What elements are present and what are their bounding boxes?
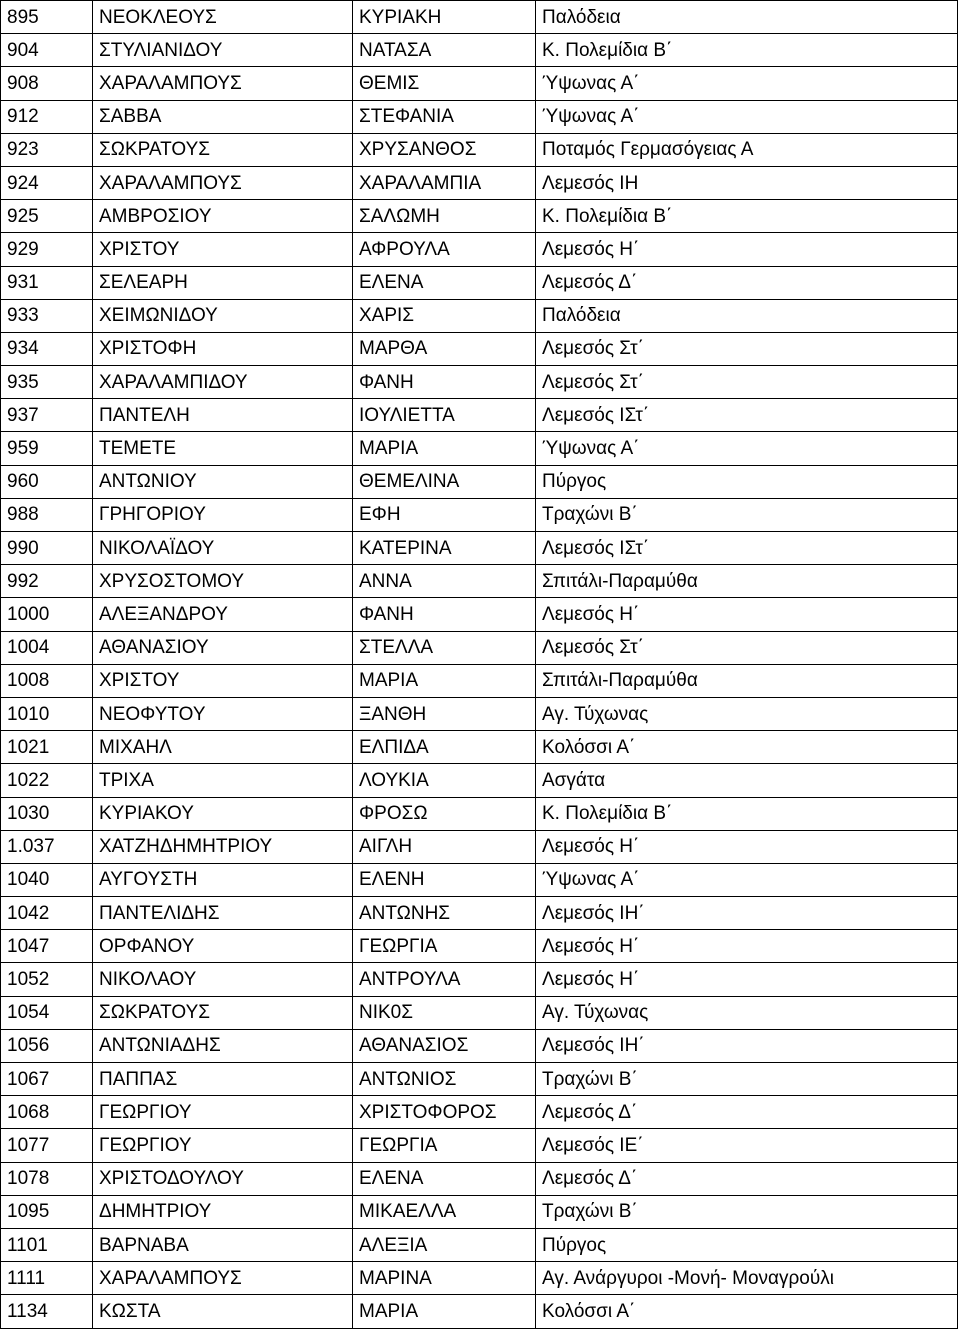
record-number-cell: 990 <box>1 532 93 565</box>
first-name-cell: ΑΝΝΑ <box>353 565 536 598</box>
record-number-cell: 1.037 <box>1 830 93 863</box>
table-row <box>1 1 958 34</box>
table-row <box>1 67 958 100</box>
first-name-cell: ΞΑΝΘΗ <box>353 697 536 730</box>
first-name-cell: ΕΛΕΝΑ <box>353 266 536 299</box>
first-name-cell: ΑΙΓΛΗ <box>353 830 536 863</box>
area-cell: Λεμεσός ΙΕ΄ <box>536 1129 958 1162</box>
table-row <box>1 565 958 598</box>
record-number-cell: 1056 <box>1 1029 93 1062</box>
area-cell: Λεμεσός Δ΄ <box>536 1096 958 1129</box>
table-row <box>1 697 958 730</box>
area-cell: Σπιτάλι-Παραμύθα <box>536 664 958 697</box>
first-name-cell: ΑΝΤΩΝΙΟΣ <box>353 1063 536 1096</box>
surname-cell: ΚΥΡΙΑΚΟΥ <box>93 797 353 830</box>
first-name-cell: ΧΡΙΣΤΟΦΟΡΟΣ <box>353 1096 536 1129</box>
record-number-cell: 1022 <box>1 764 93 797</box>
table-row <box>1 897 958 930</box>
surname-cell: ΣΑΒΒΑ <box>93 100 353 133</box>
first-name-cell: ΚΥΡΙΑΚΗ <box>353 1 536 34</box>
area-cell: Ασγάτα <box>536 764 958 797</box>
first-name-cell: ΣΤΕΛΛΑ <box>353 631 536 664</box>
surname-cell: ΑΛΕΞΑΝΔΡΟΥ <box>93 598 353 631</box>
area-cell: Παλόδεια <box>536 1 958 34</box>
first-name-cell: ΕΛΕΝΗ <box>353 863 536 896</box>
table-row <box>1 1029 958 1062</box>
first-name-cell: ΧΑΡΑΛΑΜΠΙΑ <box>353 166 536 199</box>
table-row <box>1 100 958 133</box>
area-cell: Κ. Πολεμίδια Β΄ <box>536 200 958 233</box>
table-row <box>1 432 958 465</box>
surname-cell: ΧΑΤΖΗΔΗΜΗΤΡΙΟΥ <box>93 830 353 863</box>
table-row <box>1 797 958 830</box>
table-row <box>1 1262 958 1295</box>
area-cell: Λεμεσός Στ΄ <box>536 366 958 399</box>
area-cell: Λεμεσός Η΄ <box>536 598 958 631</box>
first-name-cell: ΑΦΡΟΥΛΑ <box>353 233 536 266</box>
surname-cell: ΚΩΣΤΑ <box>93 1295 353 1328</box>
area-cell: Πύργος <box>536 465 958 498</box>
area-cell: Λεμεσός ΙΣτ΄ <box>536 532 958 565</box>
first-name-cell: ΙΟΥΛΙΕΤΤΑ <box>353 399 536 432</box>
table-row <box>1 34 958 67</box>
records-table-body <box>1 1 958 1329</box>
record-number-cell: 933 <box>1 299 93 332</box>
area-cell: Λεμεσός Στ΄ <box>536 332 958 365</box>
area-cell: Κ. Πολεμίδια Β΄ <box>536 797 958 830</box>
area-cell: Ύψωνας Α΄ <box>536 432 958 465</box>
area-cell: Λεμεσός ΙΗ΄ <box>536 1029 958 1062</box>
first-name-cell: ΘΕΜΕΛΙΝΑ <box>353 465 536 498</box>
area-cell: Λεμεσός Η΄ <box>536 233 958 266</box>
record-number-cell: 1134 <box>1 1295 93 1328</box>
record-number-cell: 1040 <box>1 863 93 896</box>
surname-cell: ΧΑΡΑΛΑΜΠΟΥΣ <box>93 1262 353 1295</box>
record-number-cell: 1101 <box>1 1228 93 1261</box>
surname-cell: ΓΕΩΡΓΙΟΥ <box>93 1129 353 1162</box>
surname-cell: ΠΑΠΠΑΣ <box>93 1063 353 1096</box>
record-number-cell: 1008 <box>1 664 93 697</box>
table-row <box>1 598 958 631</box>
surname-cell: ΣΩΚΡΑΤΟΥΣ <box>93 996 353 1029</box>
first-name-cell: ΑΛΕΞΙΑ <box>353 1228 536 1261</box>
first-name-cell: ΘΕΜΙΣ <box>353 67 536 100</box>
record-number-cell: 895 <box>1 1 93 34</box>
table-row <box>1 764 958 797</box>
record-number-cell: 912 <box>1 100 93 133</box>
table-row <box>1 1096 958 1129</box>
surname-cell: ΧΑΡΑΛΑΜΠΟΥΣ <box>93 67 353 100</box>
surname-cell: ΧΕΙΜΩΝΙΔΟΥ <box>93 299 353 332</box>
table-row <box>1 1195 958 1228</box>
first-name-cell: ΜΑΡΙΑ <box>353 432 536 465</box>
surname-cell: ΜΙΧΑΗΛ <box>93 731 353 764</box>
surname-cell: ΑΝΤΩΝΙΑΔΗΣ <box>93 1029 353 1062</box>
first-name-cell: ΑΝΤΡΟΥΛΑ <box>353 963 536 996</box>
record-number-cell: 1030 <box>1 797 93 830</box>
surname-cell: ΝΙΚΟΛΑΟΥ <box>93 963 353 996</box>
table-row <box>1 200 958 233</box>
table-row <box>1 1295 958 1328</box>
area-cell: Αγ. Τύχωνας <box>536 697 958 730</box>
record-number-cell: 1004 <box>1 631 93 664</box>
table-row <box>1 731 958 764</box>
record-number-cell: 1111 <box>1 1262 93 1295</box>
first-name-cell: ΓΕΩΡΓΙΑ <box>353 930 536 963</box>
surname-cell: ΧΡΙΣΤΟΦΗ <box>93 332 353 365</box>
area-cell: Λεμεσός Η΄ <box>536 830 958 863</box>
area-cell: Λεμεσός Η΄ <box>536 963 958 996</box>
surname-cell: ΝΕΟΚΛΕΟΥΣ <box>93 1 353 34</box>
area-cell: Παλόδεια <box>536 299 958 332</box>
surname-cell: ΓΕΩΡΓΙΟΥ <box>93 1096 353 1129</box>
area-cell: Τραχώνι Β΄ <box>536 1195 958 1228</box>
first-name-cell: ΜΑΡΘΑ <box>353 332 536 365</box>
first-name-cell: ΕΦΗ <box>353 498 536 531</box>
table-row <box>1 1162 958 1195</box>
record-number-cell: 1010 <box>1 697 93 730</box>
surname-cell: ΤΡΙΧΑ <box>93 764 353 797</box>
record-number-cell: 934 <box>1 332 93 365</box>
surname-cell: ΑΘΑΝΑΣΙΟΥ <box>93 631 353 664</box>
table-row <box>1 664 958 697</box>
record-number-cell: 1095 <box>1 1195 93 1228</box>
area-cell: Λεμεσός Η΄ <box>536 930 958 963</box>
surname-cell: ΧΡΙΣΤΟΥ <box>93 233 353 266</box>
table-row <box>1 963 958 996</box>
surname-cell: ΠΑΝΤΕΛΗ <box>93 399 353 432</box>
table-row <box>1 1228 958 1261</box>
area-cell: Κολόσσι Α΄ <box>536 731 958 764</box>
record-number-cell: 988 <box>1 498 93 531</box>
surname-cell: ΑΜΒΡΟΣΙΟΥ <box>93 200 353 233</box>
first-name-cell: ΜΙΚΑΕΛΛΑ <box>353 1195 536 1228</box>
record-number-cell: 931 <box>1 266 93 299</box>
table-row <box>1 266 958 299</box>
table-row <box>1 830 958 863</box>
table-row <box>1 863 958 896</box>
record-number-cell: 1000 <box>1 598 93 631</box>
table-row <box>1 996 958 1029</box>
table-row <box>1 930 958 963</box>
surname-cell: ΧΑΡΑΛΑΜΠΙΔΟΥ <box>93 366 353 399</box>
first-name-cell: ΧΡΥΣΑΝΘΟΣ <box>353 133 536 166</box>
area-cell: Πύργος <box>536 1228 958 1261</box>
area-cell: Λεμεσός Δ΄ <box>536 266 958 299</box>
table-row <box>1 498 958 531</box>
record-number-cell: 960 <box>1 465 93 498</box>
table-row <box>1 166 958 199</box>
first-name-cell: ΝΑΤΑΣΑ <box>353 34 536 67</box>
record-number-cell: 992 <box>1 565 93 598</box>
surname-cell: ΔΗΜΗΤΡΙΟΥ <box>93 1195 353 1228</box>
table-row <box>1 233 958 266</box>
first-name-cell: ΕΛΕΝΑ <box>353 1162 536 1195</box>
table-row <box>1 1063 958 1096</box>
first-name-cell: ΦΡΟΣΩ <box>353 797 536 830</box>
record-number-cell: 1054 <box>1 996 93 1029</box>
area-cell: Τραχώνι Β΄ <box>536 1063 958 1096</box>
surname-cell: ΝΕΟΦΥΤΟΥ <box>93 697 353 730</box>
table-row <box>1 299 958 332</box>
first-name-cell: ΧΑΡΙΣ <box>353 299 536 332</box>
area-cell: Τραχώνι Β΄ <box>536 498 958 531</box>
record-number-cell: 1067 <box>1 1063 93 1096</box>
surname-cell: ΣΤΥΛΙΑΝΙΔΟΥ <box>93 34 353 67</box>
record-number-cell: 959 <box>1 432 93 465</box>
area-cell: Λεμεσός Δ΄ <box>536 1162 958 1195</box>
first-name-cell: ΕΛΠΙΔΑ <box>353 731 536 764</box>
surname-cell: ΑΥΓΟΥΣΤΗ <box>93 863 353 896</box>
record-number-cell: 908 <box>1 67 93 100</box>
table-row <box>1 366 958 399</box>
first-name-cell: ΓΕΩΡΓΙΑ <box>353 1129 536 1162</box>
record-number-cell: 1042 <box>1 897 93 930</box>
surname-cell: ΑΝΤΩΝΙΟΥ <box>93 465 353 498</box>
table-row <box>1 399 958 432</box>
surname-cell: ΠΑΝΤΕΛΙΔΗΣ <box>93 897 353 930</box>
surname-cell: ΧΑΡΑΛΑΜΠΟΥΣ <box>93 166 353 199</box>
surname-cell: ΧΡΙΣΤΟΥ <box>93 664 353 697</box>
area-cell: Λεμεσός ΙΣτ΄ <box>536 399 958 432</box>
record-number-cell: 1021 <box>1 731 93 764</box>
area-cell: Ύψωνας Α΄ <box>536 863 958 896</box>
record-number-cell: 1052 <box>1 963 93 996</box>
area-cell: Ύψωνας Α΄ <box>536 100 958 133</box>
surname-cell: ΣΕΛΕΑΡΗ <box>93 266 353 299</box>
table-row <box>1 532 958 565</box>
surname-cell: ΓΡΗΓΟΡΙΟΥ <box>93 498 353 531</box>
first-name-cell: ΝΙΚ0Σ <box>353 996 536 1029</box>
table-row <box>1 332 958 365</box>
table-row <box>1 631 958 664</box>
first-name-cell: ΜΑΡΙΝΑ <box>353 1262 536 1295</box>
area-cell: Αγ. Τύχωνας <box>536 996 958 1029</box>
table-row <box>1 465 958 498</box>
record-number-cell: 929 <box>1 233 93 266</box>
area-cell: Λεμεσός ΙΗ΄ <box>536 897 958 930</box>
first-name-cell: ΛΟΥΚΙΑ <box>353 764 536 797</box>
surname-cell: ΧΡΥΣΟΣΤΟΜΟΥ <box>93 565 353 598</box>
surname-cell: ΧΡΙΣΤΟΔΟΥΛΟΥ <box>93 1162 353 1195</box>
record-number-cell: 1077 <box>1 1129 93 1162</box>
surname-cell: ΣΩΚΡΑΤΟΥΣ <box>93 133 353 166</box>
first-name-cell: ΦΑΝΗ <box>353 366 536 399</box>
first-name-cell: ΑΝΤΩΝΗΣ <box>353 897 536 930</box>
record-number-cell: 1068 <box>1 1096 93 1129</box>
area-cell: Λεμεσός Στ΄ <box>536 631 958 664</box>
record-number-cell: 924 <box>1 166 93 199</box>
table-row <box>1 133 958 166</box>
first-name-cell: ΣΑΛΩΜΗ <box>353 200 536 233</box>
surname-cell: ΝΙΚΟΛΑΪΔΟΥ <box>93 532 353 565</box>
record-number-cell: 925 <box>1 200 93 233</box>
area-cell: Κολόσσι Α΄ <box>536 1295 958 1328</box>
record-number-cell: 904 <box>1 34 93 67</box>
area-cell: Λεμεσός ΙΗ <box>536 166 958 199</box>
first-name-cell: ΜΑΡΙΑ <box>353 664 536 697</box>
first-name-cell: ΜΑΡΙΑ <box>353 1295 536 1328</box>
area-cell: Ποταμός Γερμασόγειας Α <box>536 133 958 166</box>
record-number-cell: 1047 <box>1 930 93 963</box>
record-number-cell: 923 <box>1 133 93 166</box>
first-name-cell: ΦΑΝΗ <box>353 598 536 631</box>
first-name-cell: ΑΘΑΝΑΣΙΟΣ <box>353 1029 536 1062</box>
first-name-cell: ΚΑΤΕΡΙΝΑ <box>353 532 536 565</box>
area-cell: Κ. Πολεμίδια Β΄ <box>536 34 958 67</box>
first-name-cell: ΣΤΕΦΑΝΙΑ <box>353 100 536 133</box>
area-cell: Ύψωνας Α΄ <box>536 67 958 100</box>
surname-cell: ΤΕΜΕΤΕ <box>93 432 353 465</box>
area-cell: Σπιτάλι-Παραμύθα <box>536 565 958 598</box>
table-row <box>1 1129 958 1162</box>
record-number-cell: 935 <box>1 366 93 399</box>
record-number-cell: 937 <box>1 399 93 432</box>
record-number-cell: 1078 <box>1 1162 93 1195</box>
surname-cell: ΟΡΦΑΝΟΥ <box>93 930 353 963</box>
area-cell: Αγ. Ανάργυροι -Μονή- Μοναγρούλι <box>536 1262 958 1295</box>
surname-cell: ΒΑΡΝΑΒΑ <box>93 1228 353 1261</box>
